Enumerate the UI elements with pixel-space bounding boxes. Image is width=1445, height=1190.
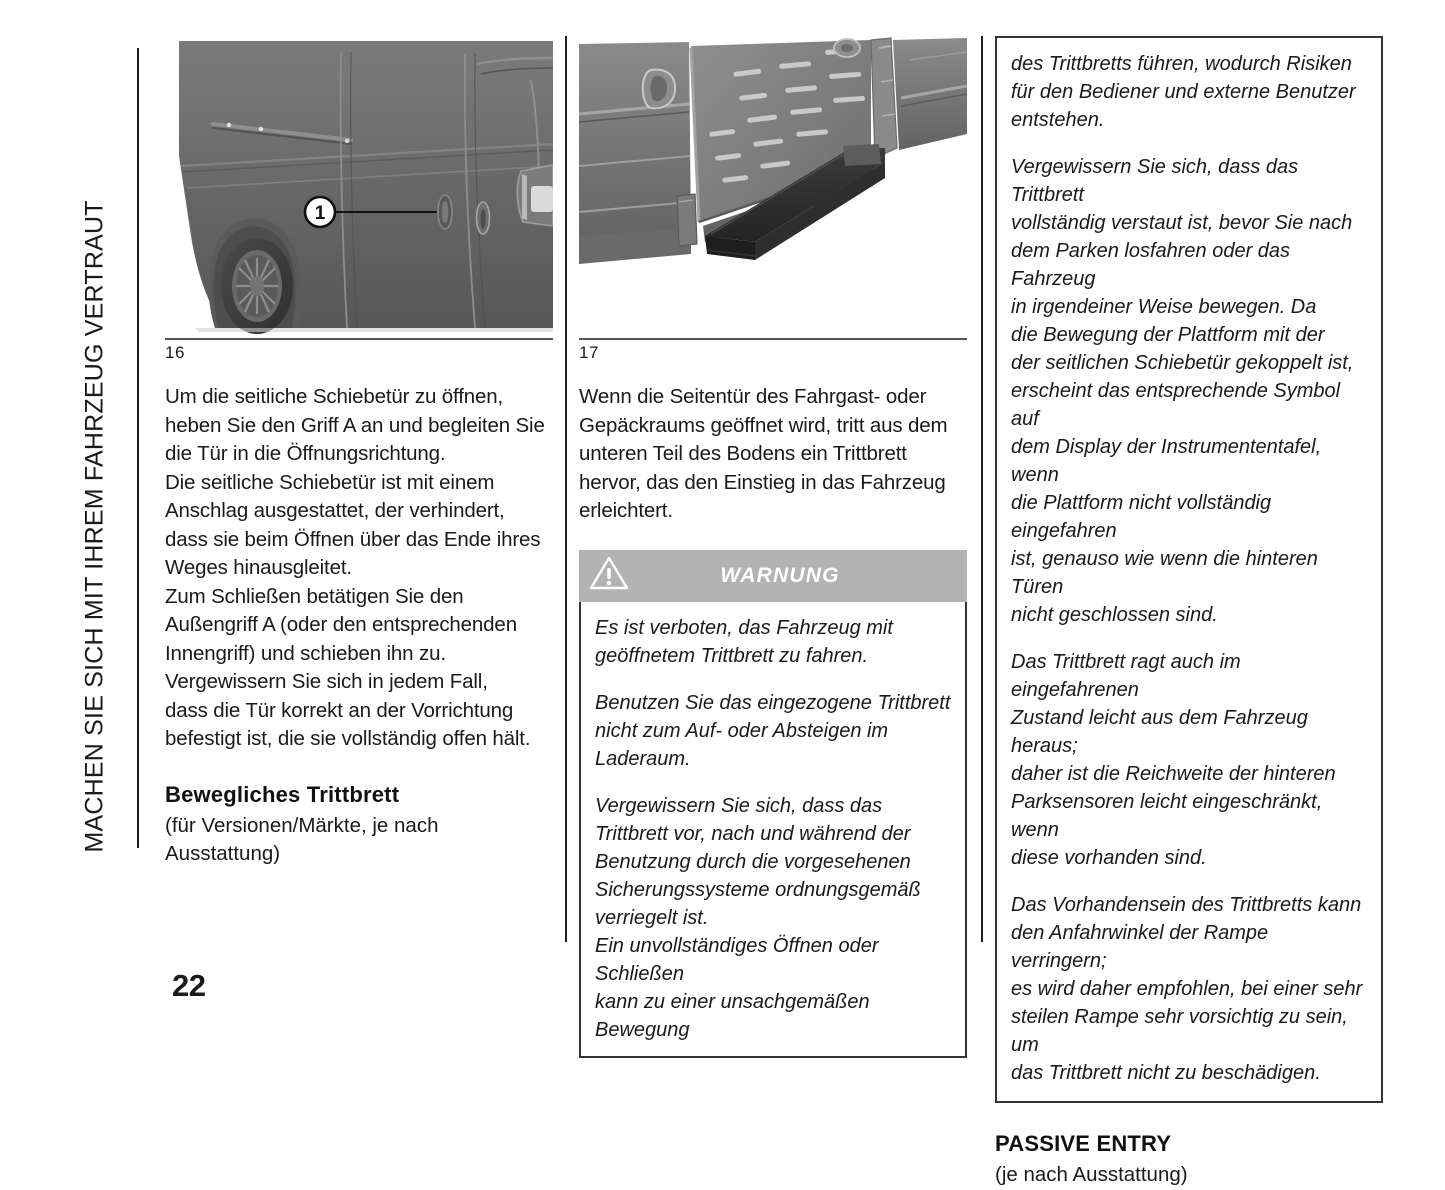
column-divider-2 bbox=[981, 36, 983, 942]
warning-line: geöffnetem Trittbrett zu fahren. bbox=[595, 644, 869, 667]
paragraph-line: erleichtert. bbox=[579, 499, 673, 522]
column-left bbox=[165, 36, 553, 869]
paragraph-line: Zum Schließen betätigen Sie den bbox=[165, 584, 464, 608]
warning-line: Benutzung durch die vorgesehenen bbox=[595, 850, 911, 873]
warning-line: Vergewissern Sie sich, dass das bbox=[595, 794, 883, 817]
van-side-sliding-door-illustration bbox=[165, 36, 553, 336]
section-heading-bewegliches-trittbrett: Bewegliches Trittbrett bbox=[165, 781, 400, 807]
warning-triangle-icon bbox=[589, 555, 629, 596]
figure-17-caption: 17 bbox=[579, 343, 599, 362]
paragraph-line: die Tür in die Öffnungsrichtung. bbox=[165, 442, 446, 465]
warning-line: für den Bediener und externe Benutzer bbox=[1011, 81, 1356, 103]
running-head-title: MACHEN SIE SICH MIT IHREM FAHRZEUG VERTRAUT bbox=[80, 200, 109, 853]
warning-line: steilen Rampe sehr vorsichtig zu sein, um bbox=[1011, 1006, 1348, 1056]
warning-line: es wird daher empfohlen, bei einer sehr bbox=[1011, 978, 1363, 1000]
figure-17-illustration bbox=[579, 36, 967, 336]
left-column-body bbox=[165, 383, 553, 754]
warning-line: den Anfahrwinkel der Rampe verringern; bbox=[1011, 922, 1269, 972]
figure-16-caption: 16 bbox=[165, 343, 185, 362]
warning-line: in irgendeiner Weise bewegen. Da bbox=[1011, 296, 1317, 318]
warning-line: Das Trittbrett ragt auch im eingefahrenen bbox=[1011, 651, 1241, 701]
paragraph-line: heben Sie den Griff A an und begleiten Sie bbox=[165, 413, 545, 437]
warning-line: Parksensoren leicht eingeschränkt, wenn bbox=[1011, 791, 1323, 841]
subnote-line: Ausstattung) bbox=[165, 842, 281, 865]
middle-column-body bbox=[579, 383, 967, 526]
warning-line: Laderaum. bbox=[595, 747, 691, 770]
warning-title: WARNUNG bbox=[720, 563, 840, 587]
warning-line: das Trittbrett nicht zu beschädigen. bbox=[1011, 1062, 1321, 1084]
warning-line: kann zu einer unsachgemäßen Bewegung bbox=[595, 990, 870, 1041]
paragraph-line: Vergewissern Sie sich in jedem Fall, bbox=[165, 670, 488, 693]
warning-line: Trittbrett vor, nach und während der bbox=[595, 822, 911, 845]
sidebar-divider-rule bbox=[137, 48, 139, 848]
column-middle bbox=[579, 36, 967, 1058]
warning-line: des Trittbretts führen, wodurch Risiken bbox=[1011, 53, 1352, 75]
warning-line: diese vorhanden sind. bbox=[1011, 847, 1207, 869]
paragraph-line: Weges hinausgleitet. bbox=[165, 556, 352, 579]
paragraph-line: hervor, das den Einstieg in das Fahrzeug bbox=[579, 470, 946, 494]
paragraph-line: Anschlag ausgestattet, der verhindert, bbox=[165, 499, 505, 522]
page-number: 22 bbox=[172, 968, 206, 1003]
paragraph-line: unteren Teil des Bodens ein Trittbrett bbox=[579, 442, 907, 465]
warning-line: Es ist verboten, das Fahrzeug mit bbox=[595, 616, 893, 639]
van-side-step-board-deployed-illustration bbox=[579, 36, 967, 336]
subnote-line: (je nach Ausstattung) bbox=[995, 1163, 1188, 1186]
column-right bbox=[995, 36, 1383, 1190]
warning-line: Ein unvollständiges Öffnen oder Schließen bbox=[595, 934, 879, 985]
paragraph-line: Um die seitliche Schiebetür zu öffnen, bbox=[165, 385, 504, 408]
running-head-sidebar bbox=[0, 0, 150, 1018]
warning-line: die Plattform nicht vollständig eingefahren bbox=[1011, 492, 1272, 542]
column-divider-1 bbox=[565, 36, 567, 942]
warning-line: der seitlichen Schiebetür gekoppelt ist, bbox=[1011, 352, 1354, 374]
warning-line: Sicherungssysteme ordnungsgemäß bbox=[595, 878, 921, 901]
figure-16-illustration bbox=[165, 36, 553, 336]
paragraph-line: Gepäckraums geöffnet wird, tritt aus dem bbox=[579, 413, 948, 437]
warning-line: Zustand leicht aus dem Fahrzeug heraus; bbox=[1011, 707, 1308, 757]
warning-line: Vergewissern Sie sich, dass das Trittbrett bbox=[1011, 156, 1299, 206]
warning-line: nicht geschlossen sind. bbox=[1011, 604, 1218, 626]
subnote-line: (für Versionen/Märkte, je nach bbox=[165, 813, 439, 837]
paragraph-line: Wenn die Seitentür des Fahrgast- oder bbox=[579, 385, 927, 408]
warning-line: Das Vorhandensein des Trittbretts kann bbox=[1011, 894, 1362, 916]
warning-line: daher ist die Reichweite der hinteren bbox=[1011, 763, 1336, 785]
warning-line: erscheint das entsprechende Symbol auf bbox=[1011, 380, 1341, 430]
warning-line: Benutzen Sie das eingezogene Trittbrett bbox=[595, 691, 951, 714]
paragraph-line: dass die Tür korrekt an der Vorrichtung bbox=[165, 698, 514, 722]
paragraph-line: dass sie beim Öffnen über das Ende ihres bbox=[165, 527, 541, 551]
paragraph-line: Innengriff) und schieben ihn zu. bbox=[165, 641, 446, 665]
warning-line: dem Parken losfahren oder das Fahrzeug bbox=[1011, 240, 1291, 290]
warning-body-box bbox=[579, 602, 967, 1058]
paragraph-line: befestigt ist, die sie vollständig offen hält. bbox=[165, 727, 531, 750]
paragraph-line: Die seitliche Schiebetür ist mit einem bbox=[165, 470, 495, 494]
paragraph-line: Außengriff A (oder den entsprechenden bbox=[165, 613, 517, 636]
section-heading-passive-entry: PASSIVE ENTRY bbox=[995, 1131, 1172, 1156]
warning-line: die Bewegung der Plattform mit der bbox=[1011, 324, 1325, 346]
warning-line: vollständig verstaut ist, bevor Sie nach bbox=[1011, 212, 1353, 234]
warning-line: dem Display der Instrumententafel, wenn bbox=[1011, 436, 1322, 486]
warning-continued-box bbox=[995, 36, 1383, 1103]
warning-header-bar bbox=[579, 550, 967, 602]
warning-line: entstehen. bbox=[1011, 109, 1105, 131]
warning-line: nicht zum Auf- oder Absteigen im bbox=[595, 719, 889, 742]
warning-line: ist, genauso wie wenn die hinteren Türen bbox=[1011, 548, 1318, 598]
warning-line: verriegelt ist. bbox=[595, 906, 709, 929]
figure-16-callout-1: 1 bbox=[314, 203, 326, 224]
